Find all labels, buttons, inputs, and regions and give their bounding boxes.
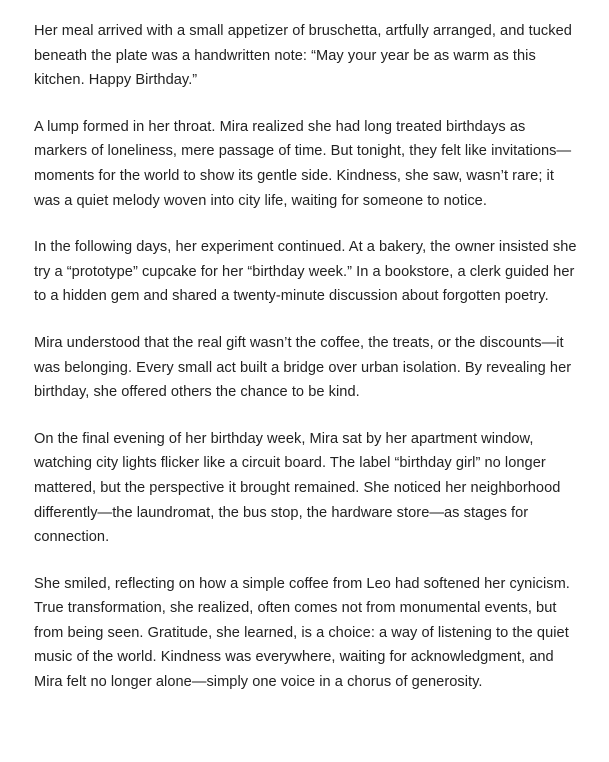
paragraph-1: Her meal arrived with a small appetizer of bruschetta, artfully arranged, and tucked beneath the plate was a handwritten note: “May your year be as warm as this kitchen. Happy Birthday.”: [34, 23, 572, 89]
paragraph-2: A lump formed in her throat. Mira realized she had long treated birthdays as markers of loneliness, mere passage of time. But tonight, they felt like invitations—moments for the world to show its gentle side. Kindness, she saw, wasn’t rare; it was a quiet melody woven into city life, waiting for someone to notice.: [34, 118, 572, 209]
story-text: [34, 19, 582, 717]
paragraph-3: In the following days, her experiment continued. At a bakery, the owner insisted she try a “prototype” cupcake for her “birthday week.” In a bookstore, a clerk guided her to a hidden gem and shared a twenty-minute discussion about forgotten poetry.: [34, 239, 577, 305]
paragraph-4: Mira understood that the real gift wasn’t the coffee, the treats, or the discounts—it was belonging. Every small act built a bridge over urban isolation. By revealing her birthday, she offered others the chance to be kind.: [34, 334, 572, 401]
paragraph-5: On the final evening of her birthday week, Mira sat by her apartment window, watching city lights flicker like a circuit board. The label “birthday girl” no longer mattered, but the perspective it brought remained. She noticed her neighborhood differently—the laundromat, the bus stop, the hardware store—as stages for connection.: [34, 430, 561, 546]
paragraph-6: She smiled, reflecting on how a simple coffee from Leo had softened her cynicism. True transformation, she realized, often comes not from monumental events, but from being seen. Gratitude, she learned, is a choice: a way of listening to the quiet music of the world. Kindness was everywhere, waiting for acknowledgment, and Mira felt no longer alone—simply one voice in a chorus of generosity.: [34, 575, 570, 691]
